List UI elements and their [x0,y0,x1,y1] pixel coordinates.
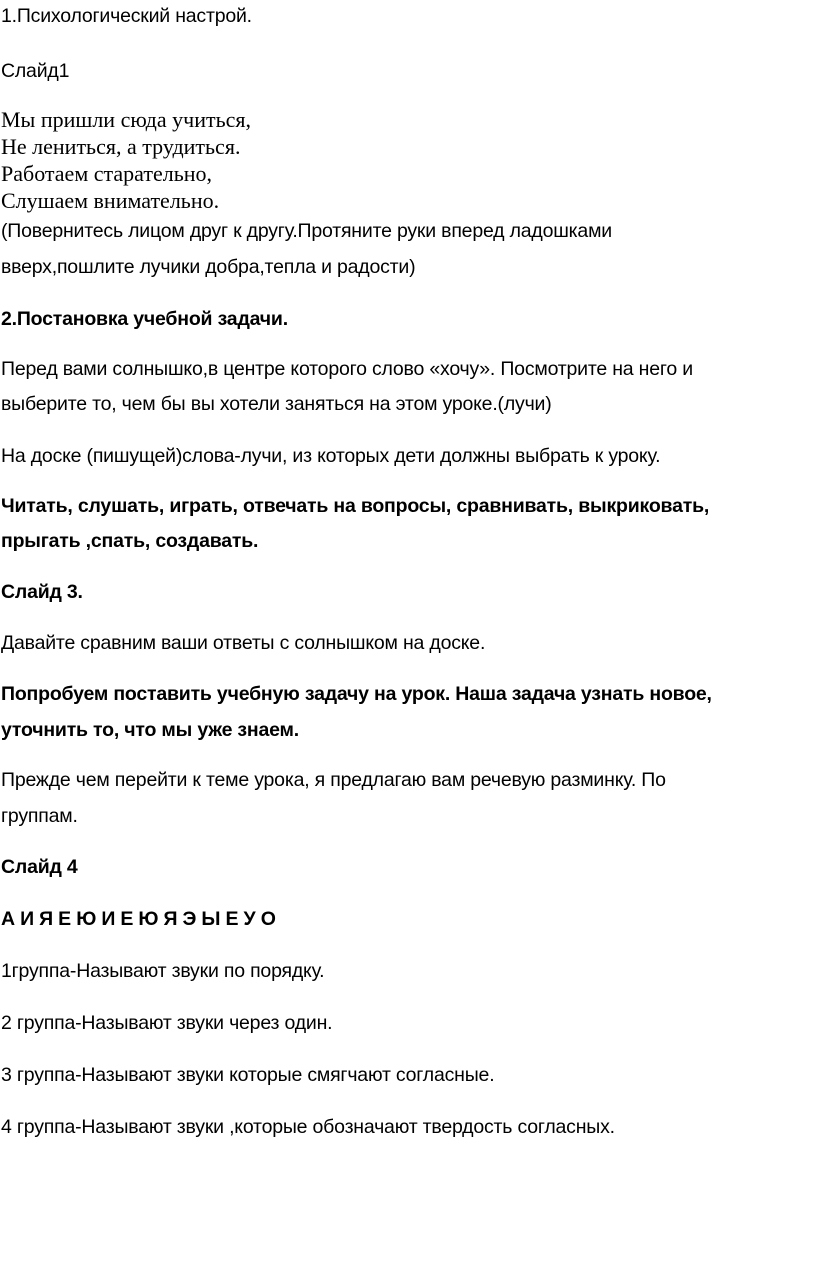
group-item: 2 группа-Называют звуки через один. [1,1012,333,1034]
paragraph-line: уточнить то, что мы уже знаем. [1,719,299,741]
poem-line: Мы пришли сюда учиться, [1,107,251,132]
poem-line: Слушаем внимательно. [1,188,220,213]
slide-3-label: Слайд 3. [1,581,83,603]
paragraph-line: Попробуем поставить учебную задачу на урок. Наша задача узнать новое, [1,683,712,705]
vowels-line: А И Я Е Ю И Е Ю Я Э Ы Е У О [1,908,276,930]
group-item: 4 группа-Называют звуки ,которые обозначают твердость согласных. [1,1116,615,1138]
poem-line: Не лениться, а трудиться. [1,134,241,159]
paragraph-line: вверх,пошлите лучики добра,тепла и радости) [1,256,416,278]
section-heading-psychological: 1.Психологический настрой. [1,5,252,27]
paragraph-line: Перед вами солнышко,в центре которого слово «хочу». Посмотрите на него и [1,358,693,380]
poem-line: Работаем старательно, [1,161,213,186]
paragraph-line: Прежде чем перейти к теме урока, я предлагаю вам речевую разминку. По [1,769,666,791]
board-paragraph: На доске (пишущей)слова-лучи, из которых дети должны выбрать к уроку. [1,445,661,467]
paragraph-line: выберите то, чем бы вы хотели заняться на этом уроке.(лучи) [1,393,552,415]
group-item: 1группа-Называют звуки по порядку. [1,960,325,982]
slide-4-label: Слайд 4 [1,856,78,878]
group-item: 3 группа-Называют звуки которые смягчают согласные. [1,1064,495,1086]
compare-paragraph: Давайте сравним ваши ответы с солнышком на доске. [1,632,486,654]
paragraph-line: группам. [1,805,78,827]
paragraph-line: (Повернитесь лицом друг к другу.Протяните руки вперед ладошками [1,220,612,242]
paragraph-line: Читать, слушать, играть, отвечать на вопросы, сравнивать, выкриковать, [1,495,710,517]
section-heading-learning-task: 2.Постановка учебной задачи. [1,308,288,330]
slide-1-label: Слайд1 [1,60,70,82]
paragraph-line: прыгать ,спать, создавать. [1,530,259,552]
